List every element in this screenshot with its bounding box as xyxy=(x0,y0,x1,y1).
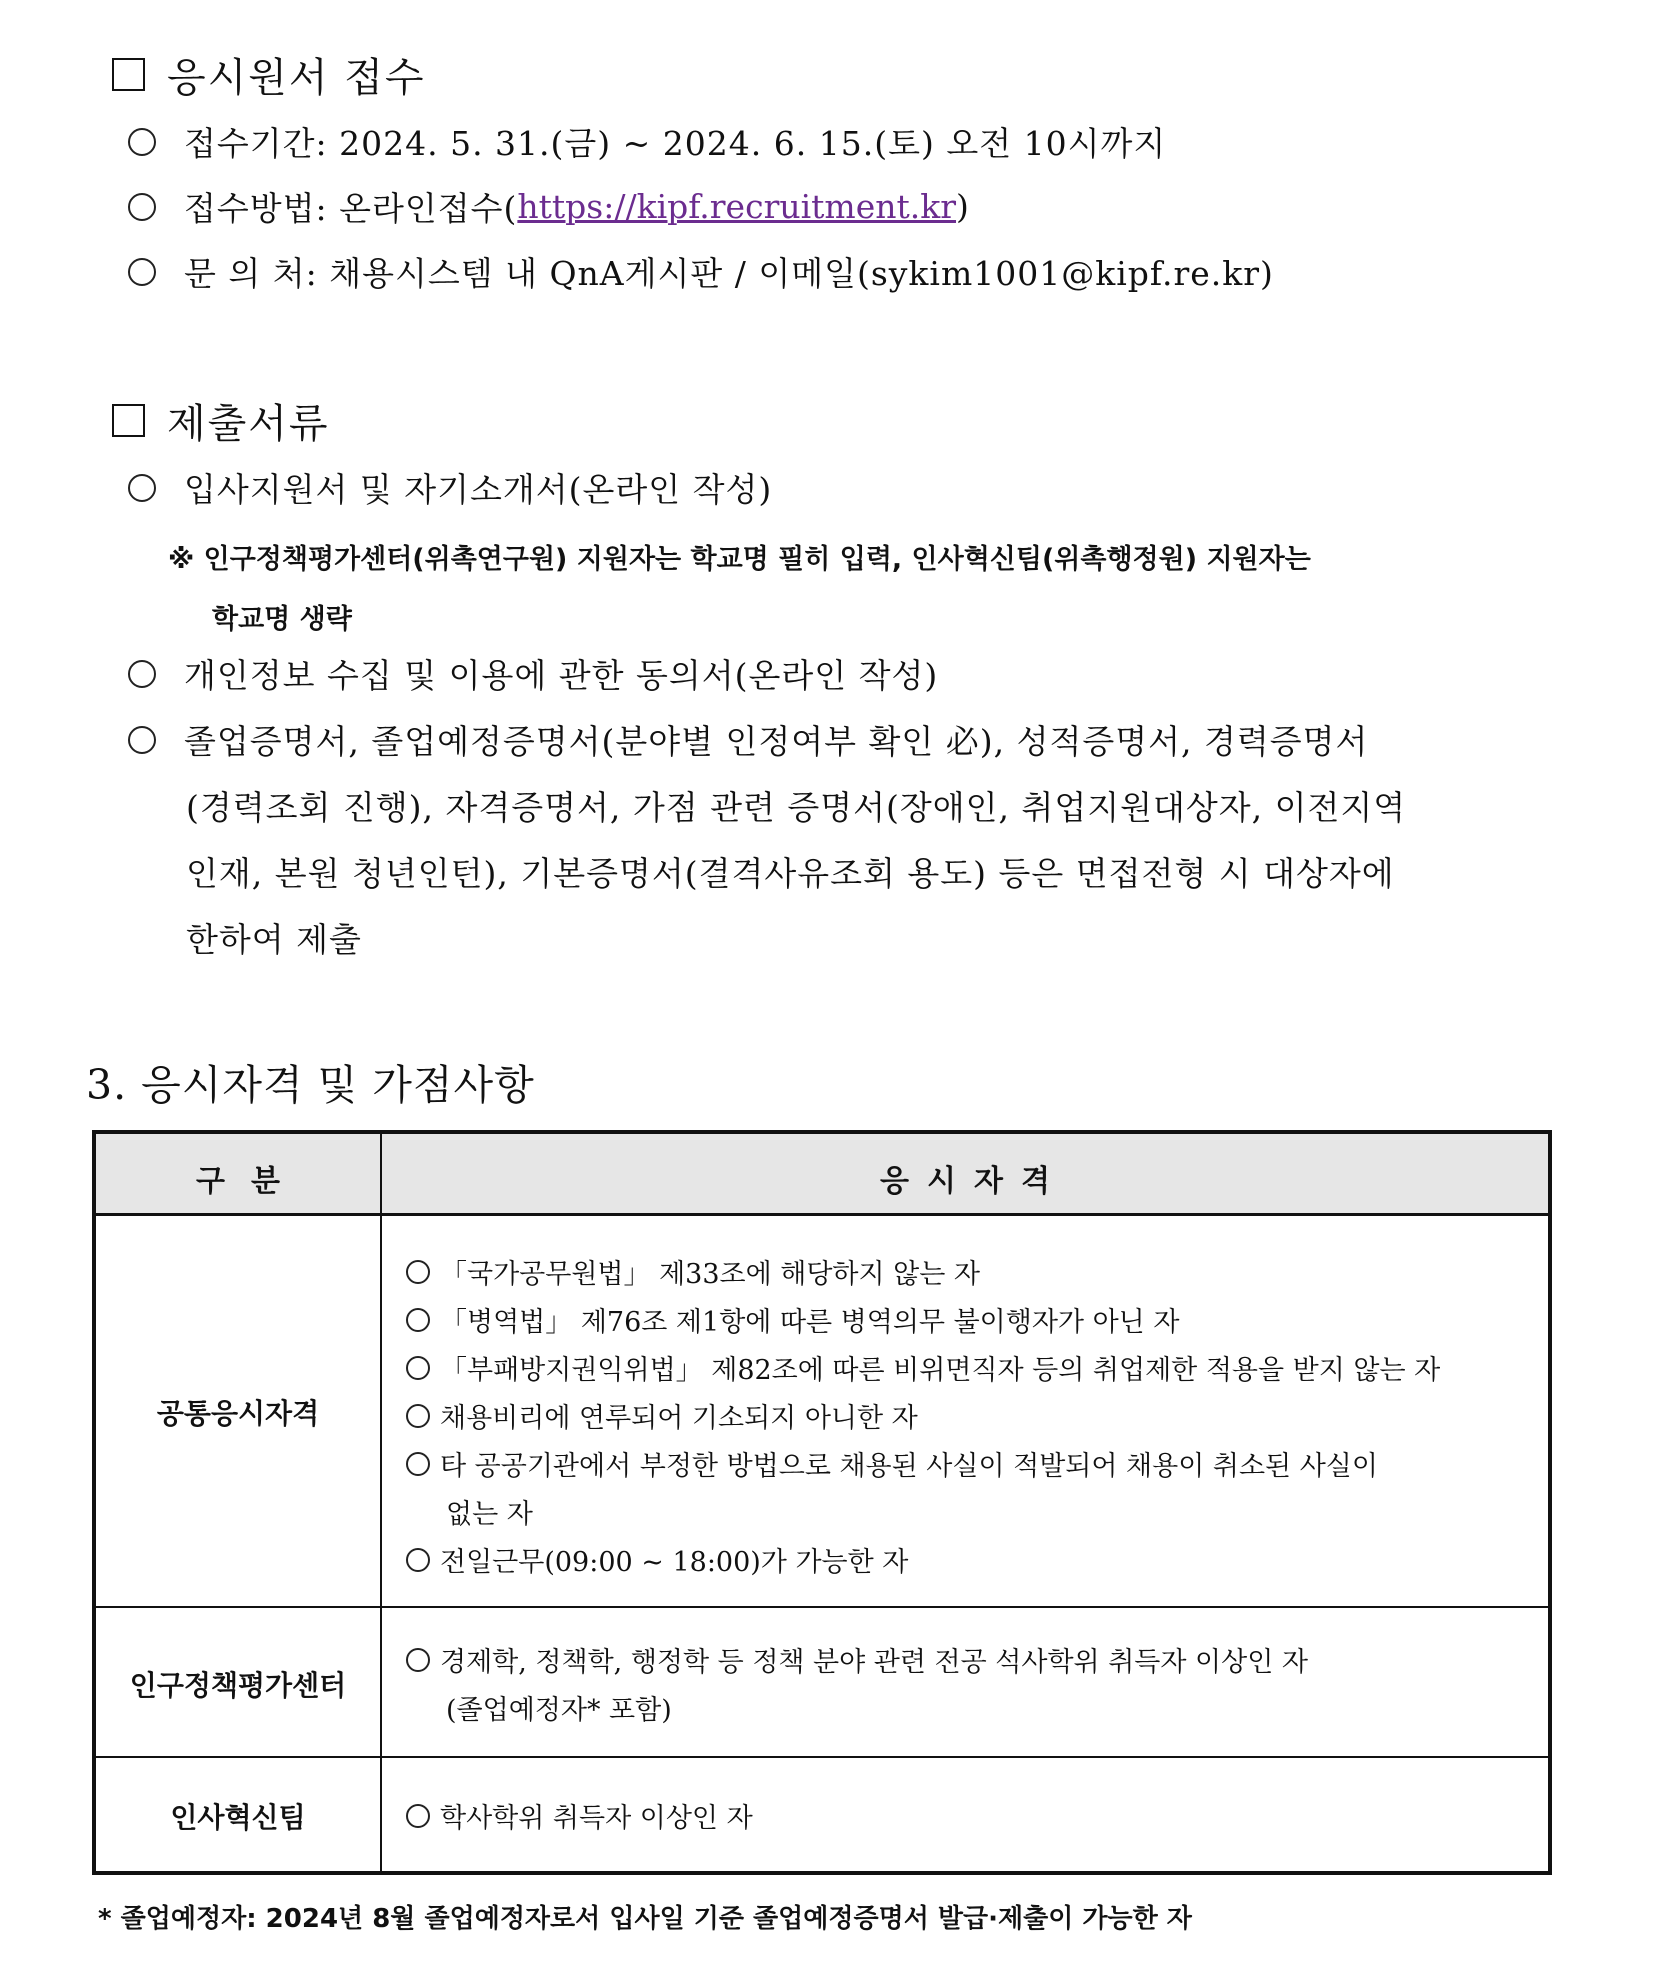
list-item-method xyxy=(128,183,970,230)
qualification-table xyxy=(92,1130,1552,1875)
list-item-application xyxy=(128,464,772,511)
circle-bullet-icon xyxy=(406,1648,430,1672)
method-suffix: ) xyxy=(956,187,970,226)
qualification-line: 「국가공무원법」 제33조에 해당하지 않는 자 xyxy=(406,1252,980,1291)
list-item-certificates xyxy=(128,716,1368,763)
qualification-line: 경제학, 정책학, 행정학 등 정책 분야 관련 전공 석사학위 취득자 이상인 자 xyxy=(406,1640,1308,1679)
note-line: 학교명 생략 xyxy=(212,604,352,635)
qualification-line: 「부패방지권익위법」 제82조에 따른 비위면직자 등의 취업제한 적용을 받지 않는 자 xyxy=(406,1348,1440,1387)
circle-bullet-icon xyxy=(406,1260,430,1284)
certificates-text: (경력조회 진행), 자격증명서, 가점 관련 증명서(장애인, 취업지원대상자, 이전지역 xyxy=(186,788,1407,827)
footnote: * 졸업예정자: 2024년 8월 졸업예정자로서 입사일 기준 졸업예정증명서 발급·제출이 가능한 자 xyxy=(98,1904,1192,1934)
row-category: 인사혁신팀 xyxy=(170,1801,306,1834)
certificates-text: 졸업증명서, 졸업예정증명서(분야별 인정여부 확인 必), 성적증명서, 경력증명서 xyxy=(184,722,1369,761)
circle-bullet-icon xyxy=(406,1452,430,1476)
circle-bullet-icon xyxy=(406,1356,430,1380)
circle-bullet-icon xyxy=(128,474,156,502)
certificates-text: 인재, 본원 청년인턴), 기본증명서(결격사유조회 용도) 등은 면접전형 시 대상자에 xyxy=(186,854,1395,893)
list-item-consent xyxy=(128,650,938,697)
qualification-line: 없는 자 xyxy=(446,1499,533,1530)
contact-text: 문 의 처: 채용시스템 내 QnA게시판 / 이메일(sykim1001@kipf.re.kr) xyxy=(184,254,1274,293)
circle-bullet-icon xyxy=(128,726,156,754)
checkbox-square-icon xyxy=(112,58,145,91)
recruitment-link[interactable]: https://kipf.recruitment.kr xyxy=(517,187,957,226)
qualification-line: (졸업예정자* 포함) xyxy=(446,1695,672,1726)
qualification-line: 전일근무(09:00 ~ 18:00)가 가능한 자 xyxy=(406,1540,908,1579)
qualification-line: 학사학위 취득자 이상인 자 xyxy=(406,1796,753,1835)
circle-bullet-icon xyxy=(406,1308,430,1332)
table-header xyxy=(96,1134,1548,1216)
list-item-contact xyxy=(128,248,1274,295)
checkbox-square-icon xyxy=(112,404,145,437)
circle-bullet-icon xyxy=(128,128,156,156)
header-qualification: 응시자격 xyxy=(880,1164,1068,1199)
qualification-line: 타 공공기관에서 부정한 방법으로 채용된 사실이 적발되어 채용이 취소된 사실이 xyxy=(406,1444,1378,1483)
section-title: 응시원서 접수 xyxy=(167,55,426,101)
table-row xyxy=(96,1606,1548,1756)
qualification-line: 「병역법」 제76조 제1항에 따른 병역의무 불이행자가 아닌 자 xyxy=(406,1300,1179,1339)
circle-bullet-icon xyxy=(406,1548,430,1572)
header-category: 구분 xyxy=(196,1164,306,1199)
circle-bullet-icon xyxy=(128,193,156,221)
qualification-line: 채용비리에 연루되어 기소되지 아니한 자 xyxy=(406,1396,918,1435)
application-text: 입사지원서 및 자기소개서(온라인 작성) xyxy=(184,470,773,509)
table-row xyxy=(96,1756,1548,1871)
section-header-documents xyxy=(112,392,330,449)
section-title: 제출서류 xyxy=(167,401,330,447)
row-category: 공통응시자격 xyxy=(156,1397,320,1430)
section-header-submission xyxy=(112,46,426,103)
circle-bullet-icon xyxy=(406,1404,430,1428)
note-line: ※ 인구정책평가센터(위촉연구원) 지원자는 학교명 필히 입력, 인사혁신팀(위촉행정원) 지원자는 xyxy=(168,544,1311,575)
circle-bullet-icon xyxy=(128,660,156,688)
certificates-text: 한하여 제출 xyxy=(186,920,362,959)
period-text: 접수기간: 2024. 5. 31.(금) ~ 2024. 6. 15.(토) 오전 10시까지 xyxy=(184,124,1167,163)
section-3-title: 3. 응시자격 및 가점사항 xyxy=(86,1061,535,1109)
circle-bullet-icon xyxy=(406,1804,430,1828)
row-category: 인구정책평가센터 xyxy=(129,1669,347,1702)
method-prefix: 접수방법: 온라인접수( xyxy=(184,189,518,228)
table-row xyxy=(96,1216,1548,1606)
circle-bullet-icon xyxy=(128,258,156,286)
consent-text: 개인정보 수집 및 이용에 관한 동의서(온라인 작성) xyxy=(184,656,939,695)
list-item-period xyxy=(128,118,1166,165)
